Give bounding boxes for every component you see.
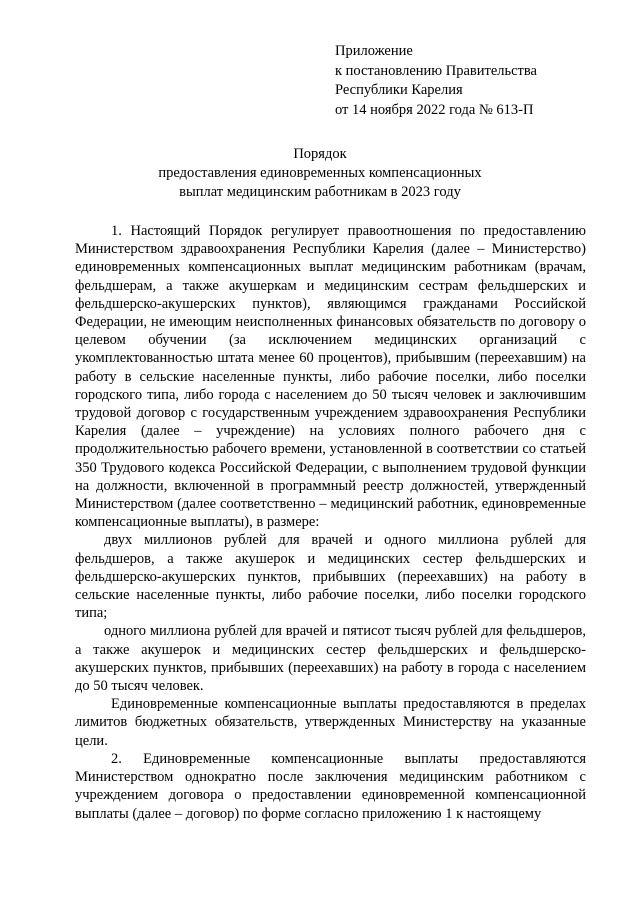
document-body: [75, 222, 586, 823]
appendix-line: Приложение: [335, 43, 413, 59]
appendix-date-line: от 14 ноября 2022 года № 613-П: [335, 101, 534, 118]
appendix-line: к постановлению Правительства: [335, 62, 537, 79]
title-line: Порядок: [293, 146, 347, 162]
paragraph-sub-2: одного миллиона рублей для врачей и пятисот тысяч рублей для фельдшеров, а также акушерок и медицинских сестер фельдшерских и фельдшерско-акушерских пунктов, прибывших (переехавших) на работу в города с населением до 50 тысяч человек.: [75, 623, 586, 695]
paragraph-2: 2. Единовременные компенсационные выплаты предоставляются Министерством однократно после заключения медицинским работником с учреждением договора о предоставлении единовременной компенсационной выплаты (далее – договор) по форме согласно приложению 1 к настоящему: [75, 750, 586, 822]
title-line: выплат медицинским работникам в 2023 году: [179, 184, 461, 200]
appendix-line: Республики Карелия: [335, 82, 463, 98]
paragraph-sub-1: двух миллионов рублей для врачей и одного миллиона рублей для фельдшеров, а также акушерок и медицинских сестер фельдшерских и фельдшерско-акушерских пунктов, прибывших (переехавших) на работу в сельские населенные пункты, либо рабочие поселки, либо поселки городского типа;: [75, 532, 586, 622]
title-line: предоставления единовременных компенсационных: [158, 165, 482, 181]
paragraph-limits: Единовременные компенсационные выплаты предоставляются в пределах лимитов бюджетных обязательств, утвержденных Министерству на указанные цели.: [75, 696, 586, 749]
document-title: [0, 145, 640, 202]
paragraph-1: 1. Настоящий Порядок регулирует правоотношения по предоставлению Министерством здравоохранения Республики Карелия (далее – Министерство) единовременных компенсационных выплат медицинским работникам (врачам, фельдшерам, а также акушеркам и медицинским сестрам фельдшерских и фельдшерско-акушерских пунктов), являющимся гражданами Российской Федерации, не имеющим неисполненных финансовых обязательств по договору о целевом обучении (за исключением медицинских организаций с укомплектованностью штата менее 60 процентов), прибывшим (переехавшим) на работу в сельские населенные пункты, либо рабочие поселки, либо поселки городского типа, либо города с населением до 50 тысяч человек и заключившим трудовой договор с государственным учреждением здравоохранения Республики Карелия (далее – учреждение) на условиях полного рабочего дня с продолжительностью рабочего времени, установленной в соответствии со статьей 350 Трудового кодекса Российской Федерации, с выполнением трудовой функции на должности, включенной в программный реестр должностей, утвержденный Министерством (далее соответственно – медицинский работник, единовременные компенсационные выплаты), в размере:: [75, 223, 586, 531]
appendix-header: [335, 42, 537, 120]
